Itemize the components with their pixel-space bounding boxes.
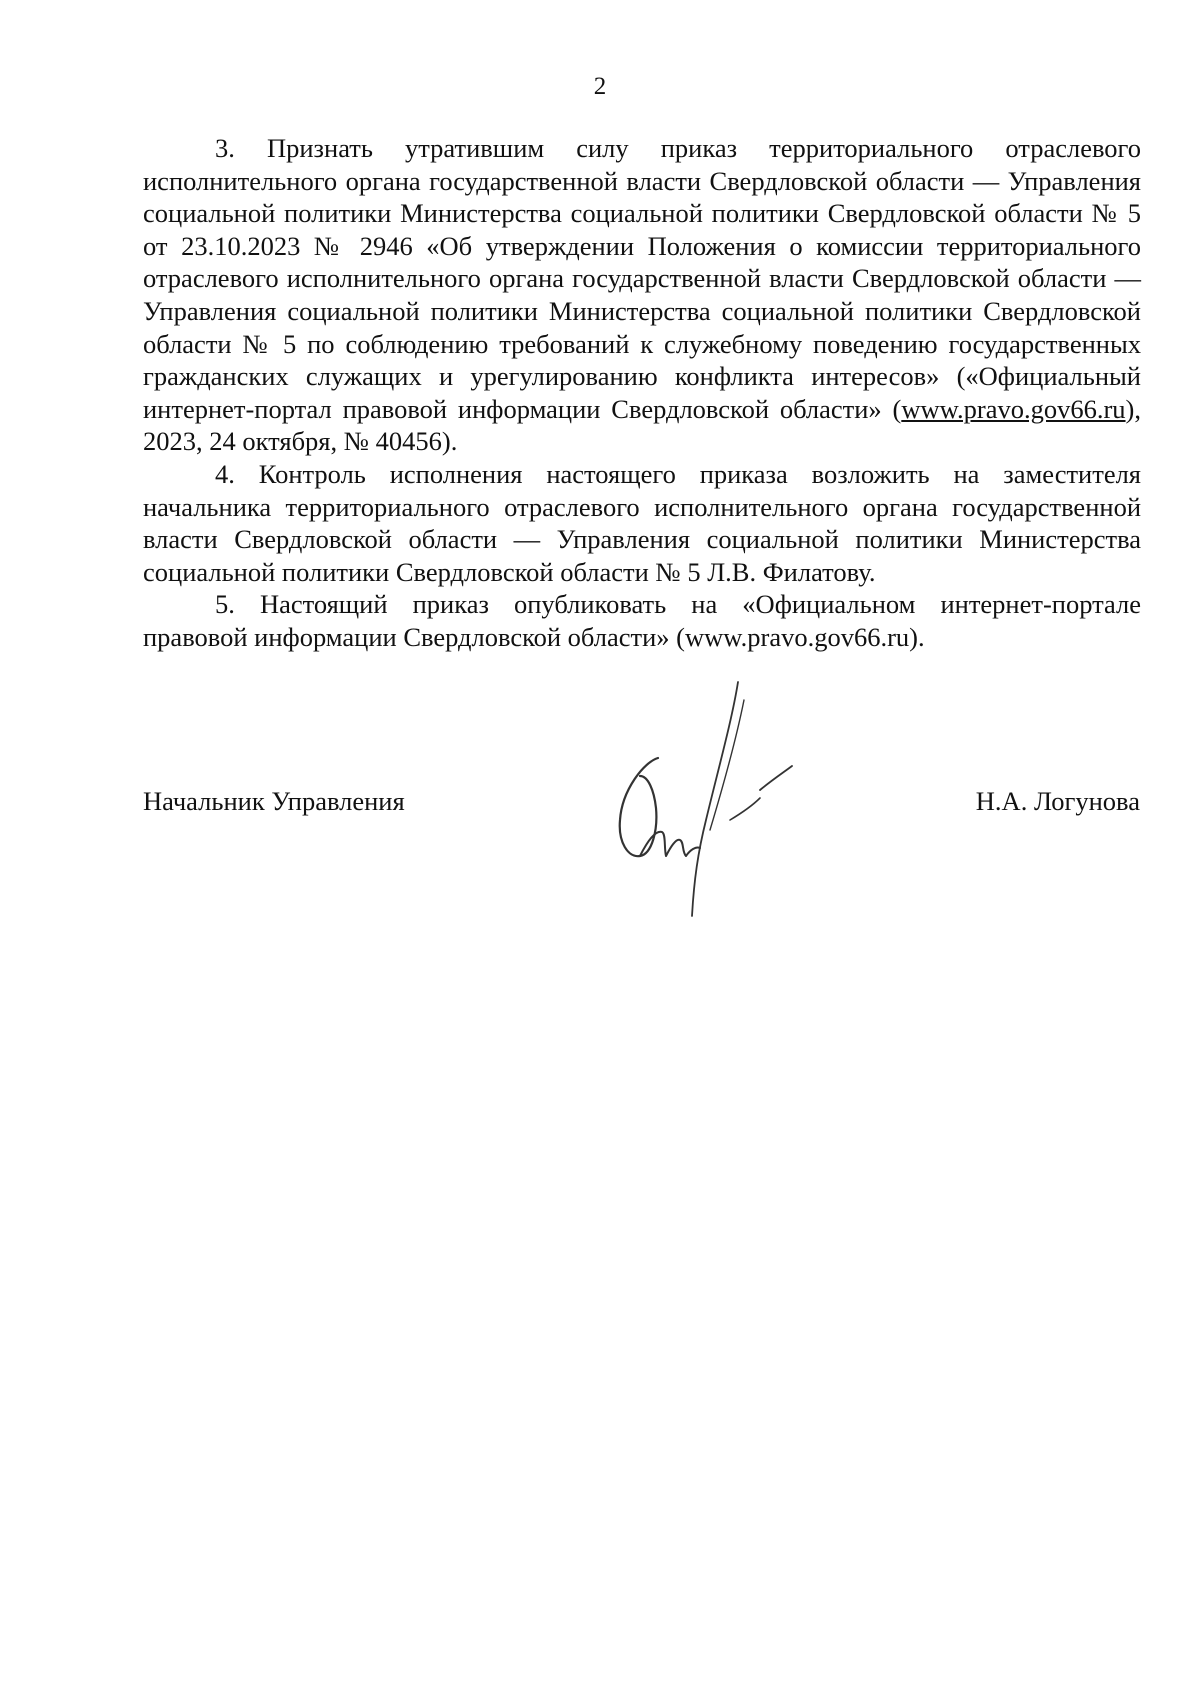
- handwritten-signature: [600, 680, 820, 920]
- paragraph-4: 4. Контроль исполнения настоящего приказа возложить на заместителя начальника территориального отраслевого исполнительного органа государственной власти Свердловской области — Управления социальной политики Министерства социальной политики Свердловской области № 5 Л.В. Филатову.: [143, 458, 1141, 587]
- signature-stroke-tall: [692, 682, 738, 916]
- signatory-name: Н.А. Логунова: [975, 786, 1140, 816]
- signature-stroke-tall-2: [710, 700, 744, 830]
- page-number: 2: [593, 73, 607, 100]
- signature-stroke-tick: [730, 798, 760, 820]
- paragraph-3-tail: ), 2023, 24 октября, № 40456).: [143, 393, 1141, 457]
- pravo-link[interactable]: www.pravo.gov66.ru: [901, 393, 1126, 424]
- document-body: [143, 132, 1141, 654]
- signature-stroke-dash: [760, 766, 792, 790]
- signature-stroke-loop: [620, 758, 658, 856]
- paragraph-3: [143, 132, 1141, 458]
- signatory-title: Начальник Управления: [143, 786, 405, 816]
- paragraph-3-text: 3. Признать утратившим силу приказ территориального отраслевого исполнительного органа государственной власти Свердловской области — Управления социальной политики Министерства социальной политики Свердловской области № 5 от 23.10.2023 № 2946 «Об утверждении Положения о комиссии территориального отраслевого исполнительного органа государственной власти Свердловской области — Управления социальной политики Министерства социальной политики Свердловской области № 5 по соблюдению требований к служебному поведению государственных гражданских служащих и урегулированию конфликта интересов» («Официальный интернет-портал правовой информации Свердловской области» (: [143, 133, 1141, 424]
- signature-stroke-letters: [640, 832, 700, 856]
- paragraph-5: 5. Настоящий приказ опубликовать на «Официальном интернет-портале правовой информации Свердловской области» (www.pravo.gov66.ru).: [143, 589, 1141, 652]
